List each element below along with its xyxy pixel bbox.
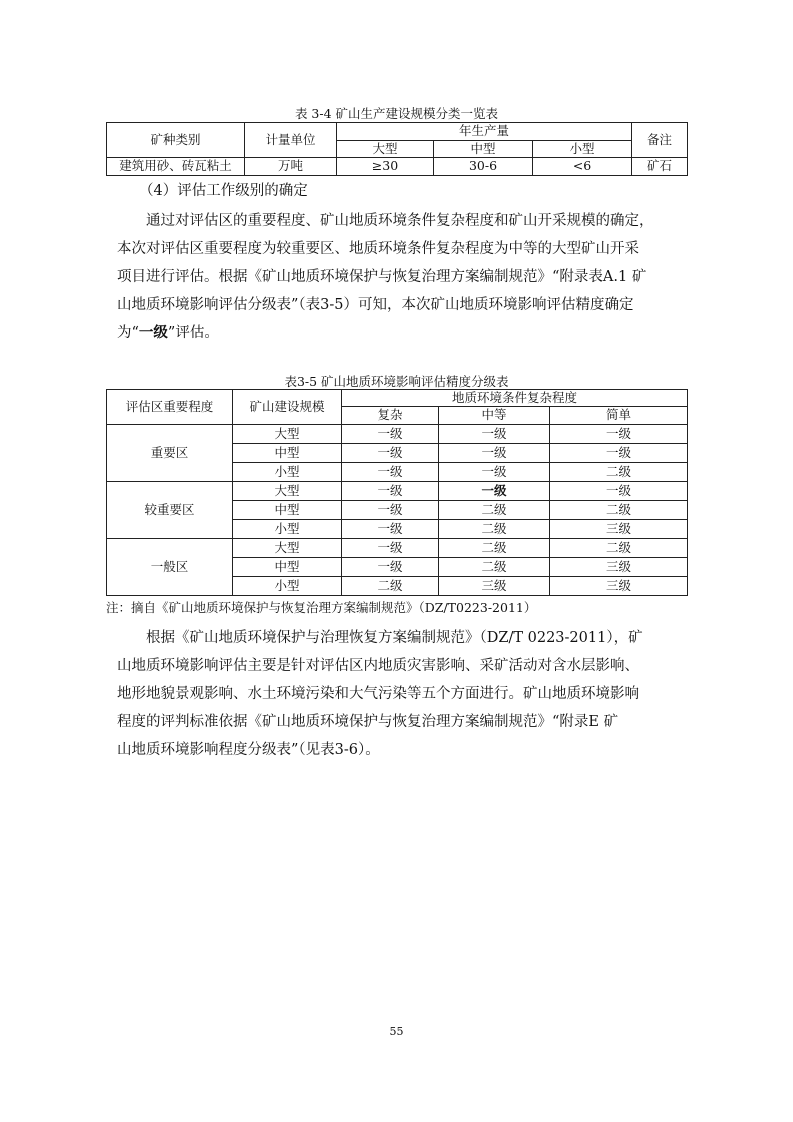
header-unit: 计量单位 (245, 123, 337, 158)
cell-complex: 二级 (342, 577, 439, 596)
header-mineral-type: 矿种类别 (107, 123, 245, 158)
cell-scale: 中型 (233, 444, 342, 463)
cell-medium: 二级 (439, 520, 550, 539)
cell-importance: 重要区 (107, 425, 233, 482)
cell-complex: 一级 (342, 482, 439, 501)
cell-complex: 一级 (342, 501, 439, 520)
cell-importance: 较重要区 (107, 482, 233, 539)
table-row (107, 539, 688, 558)
table-note: 注：摘自《矿山地质环境保护与恢复治理方案编制规范》（DZ/T0223-2011） (106, 600, 537, 615)
paragraph-line-last (117, 319, 687, 347)
header-large: 大型 (337, 141, 434, 158)
cell-scale: 小型 (233, 520, 342, 539)
cell-simple: 三级 (550, 577, 688, 596)
header-small: 小型 (533, 141, 632, 158)
cell-simple: 一级 (550, 482, 688, 501)
cell-scale: 小型 (233, 463, 342, 482)
cell-small: <6 (533, 158, 632, 176)
cell-remark: 矿石 (632, 158, 688, 176)
paragraph-1 (117, 207, 687, 347)
paragraph-line: 本次对评估区重要程度为较重要区、地质环境条件复杂程度为中等的大型矿山开采 (117, 241, 639, 257)
cell-complex: 一级 (342, 520, 439, 539)
cell-scale: 大型 (233, 425, 342, 444)
cell-complex: 一级 (342, 425, 439, 444)
header-simple: 简单 (550, 407, 688, 425)
header-remark: 备注 (632, 123, 688, 158)
header-complex: 复杂 (342, 407, 439, 425)
table-row (107, 482, 688, 501)
section-heading: （4）评估工作级别的确定 (139, 183, 308, 199)
cell-medium: 二级 (439, 539, 550, 558)
cell-simple: 一级 (550, 444, 688, 463)
cell-scale: 中型 (233, 501, 342, 520)
cell-scale: 大型 (233, 539, 342, 558)
header-complexity: 地质环境条件复杂程度 (342, 390, 688, 407)
cell-scale: 中型 (233, 558, 342, 577)
paragraph-line: 山地质环境影响评估主要是针对评估区内地质灾害影响、采矿活动对含水层影响、 (117, 658, 639, 674)
cell-medium: 二级 (439, 501, 550, 520)
paragraph-line: 项目进行评估。根据《矿山地质环境保护与恢复治理方案编制规范》“附录表A.1 矿 (117, 269, 647, 285)
table-3-4-caption: 表 3-4 矿山生产建设规模分类一览表 (294, 106, 499, 121)
cell-medium: 一级 (439, 444, 550, 463)
table-3-5 (106, 389, 688, 596)
cell-medium: 三级 (439, 577, 550, 596)
header-importance: 评估区重要程度 (107, 390, 233, 425)
text: ”评估。 (167, 325, 219, 341)
paragraph-line: 通过对评估区的重要程度、矿山地质环境条件复杂程度和矿山开采规模的确定， (146, 213, 654, 229)
header-scale: 矿山建设规模 (233, 390, 342, 425)
cell-medium-highlighted: 一级 (439, 482, 550, 501)
page-number: 55 (389, 1025, 404, 1038)
table-row (107, 425, 688, 444)
cell-unit: 万吨 (245, 158, 337, 176)
cell-medium: 一级 (439, 463, 550, 482)
cell-simple: 二级 (550, 539, 688, 558)
cell-medium: 一级 (439, 425, 550, 444)
table-3-4 (106, 122, 688, 176)
cell-complex: 一级 (342, 444, 439, 463)
cell-simple: 二级 (550, 501, 688, 520)
cell-complex: 一级 (342, 539, 439, 558)
cell-scale: 小型 (233, 577, 342, 596)
cell-complex: 一级 (342, 558, 439, 577)
paragraph-line: 山地质环境影响评估分级表”（表3-5）可知，本次矿山地质环境影响评估精度确定 (117, 297, 634, 313)
header-medium: 中型 (434, 141, 533, 158)
header-medium: 中等 (439, 407, 550, 425)
text: 为“ (117, 325, 139, 341)
cell-medium: 30-6 (434, 158, 533, 176)
cell-medium: 二级 (439, 558, 550, 577)
cell-mineral-type: 建筑用砂、砖瓦粘土 (107, 158, 245, 176)
paragraph-line: 程度的评判标准依据《矿山地质环境保护与恢复治理方案编制规范》“附录E 矿 (117, 714, 619, 730)
cell-large: ≥30 (337, 158, 434, 176)
cell-scale: 大型 (233, 482, 342, 501)
header-annual-output: 年生产量 (337, 123, 632, 141)
paragraph-line: 根据《矿山地质环境保护与治理恢复方案编制规范》（DZ/T 0223-2011），矿 (146, 630, 643, 646)
cell-simple: 三级 (550, 558, 688, 577)
table-row (107, 158, 688, 176)
table-3-5-caption: 表3-5 矿山地质环境影响评估精度分级表 (284, 374, 509, 389)
cell-simple: 一级 (550, 425, 688, 444)
cell-importance: 一般区 (107, 539, 233, 596)
cell-complex: 一级 (342, 463, 439, 482)
cell-simple: 二级 (550, 463, 688, 482)
paragraph-line: 山地质环境影响程度分级表”（见表3-6）。 (117, 742, 380, 758)
paragraph-2 (117, 624, 687, 764)
cell-simple: 三级 (550, 520, 688, 539)
paragraph-line: 地形地貌景观影响、水土环境污染和大气污染等五个方面进行。矿山地质环境影响 (117, 686, 639, 702)
bold-level-text: 一级 (138, 324, 168, 341)
